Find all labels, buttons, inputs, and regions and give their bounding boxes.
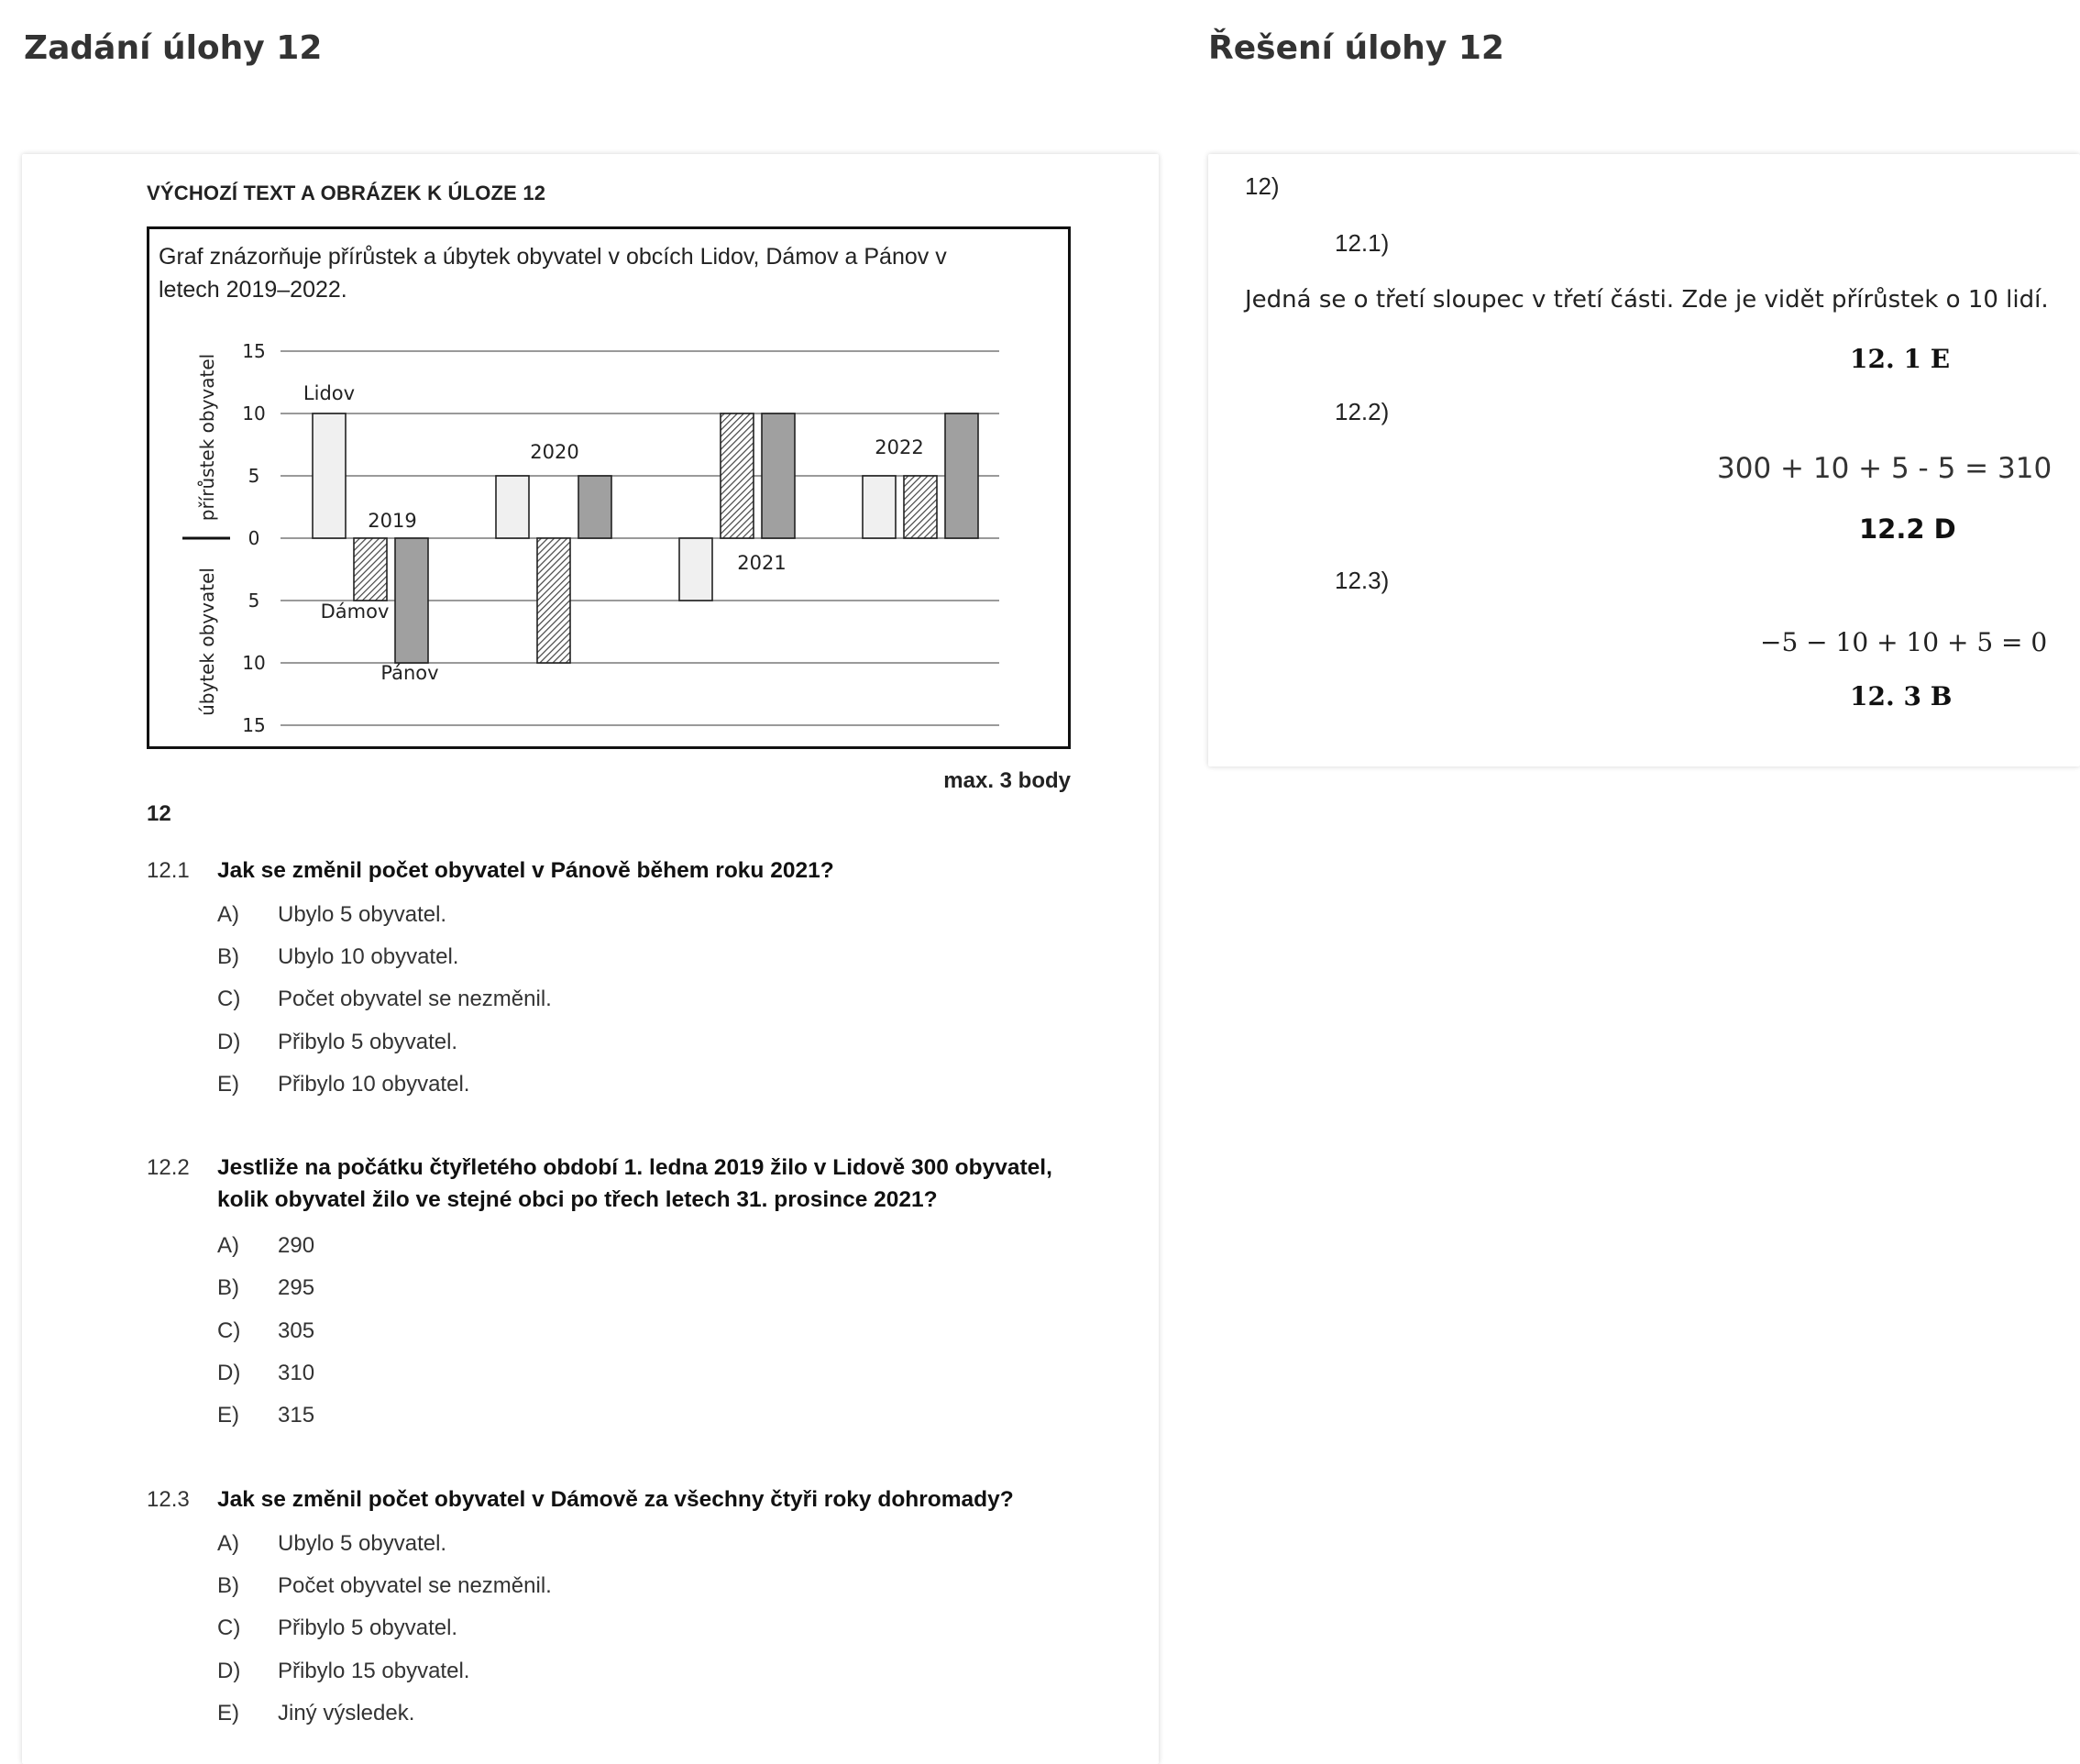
option-c[interactable]: Přibylo 5 obyvatel. — [278, 1615, 458, 1640]
option-d[interactable]: 310 — [278, 1361, 315, 1385]
option-c[interactable]: Počet obyvatel se nezměnil. — [278, 987, 552, 1011]
solution-sub3-label: 12.3) — [1335, 567, 1390, 594]
series-label-lidov: Lidov — [303, 382, 356, 404]
solution-sub2-answer: 12.2 D — [1859, 513, 1956, 545]
option-d[interactable]: Přibylo 15 obyvatel. — [278, 1659, 470, 1683]
chart-frame — [147, 226, 1071, 749]
bar-pánov-2020 — [578, 476, 611, 538]
option-d[interactable]: Přibylo 5 obyvatel. — [278, 1030, 458, 1054]
solution-sub2-label: 12.2) — [1335, 398, 1390, 425]
bar-lidov-2021 — [679, 538, 712, 601]
option-letter: B) — [217, 1275, 239, 1300]
option-e[interactable]: 315 — [278, 1403, 315, 1428]
option-a[interactable]: Ubylo 5 obyvatel. — [278, 902, 447, 927]
y-tick-label: 0 — [248, 527, 260, 549]
option-e[interactable]: Jiný výsledek. — [278, 1701, 415, 1725]
bar-lidov-2022 — [863, 476, 896, 538]
solution-sub3-answer: 12. 3 B — [1850, 681, 1953, 711]
bar-dámov-2022 — [904, 476, 937, 538]
category-label-2020: 2020 — [530, 441, 579, 463]
solution-sub1-answer: 12. 1 E — [1850, 344, 1951, 374]
max-points: max. 3 body — [943, 768, 1071, 793]
option-b[interactable]: 295 — [278, 1275, 315, 1300]
category-label-2019: 2019 — [368, 510, 417, 532]
bar-lidov-2019 — [313, 413, 346, 538]
bar-pánov-2019 — [395, 538, 428, 663]
option-letter: C) — [217, 1318, 241, 1343]
y-tick-label: 5 — [248, 590, 260, 612]
question-text: Jak se změnil počet obyvatel v Dámově za všechny čtyři roky dohromady? — [217, 1487, 1014, 1512]
task-number: 12 — [147, 801, 171, 826]
option-letter: B) — [217, 944, 239, 969]
bar-dámov-2021 — [721, 413, 754, 538]
solution-sub1-text: Jedná se o třetí sloupec v třetí části. Zde je vidět přírůstek o 10 lidí. — [1245, 286, 2049, 314]
solution-sub3-equation: −5 − 10 + 10 + 5 = 0 — [1760, 627, 2048, 657]
option-letter: B) — [217, 1573, 239, 1598]
option-letter: D) — [217, 1659, 241, 1683]
option-e[interactable]: Přibylo 10 obyvatel. — [278, 1072, 470, 1097]
solution-sub1-label: 12.1) — [1335, 229, 1390, 257]
series-label-pánov: Pánov — [380, 662, 439, 684]
question-text-line2: kolik obyvatel žilo ve stejné obci po třech letech 31. prosince 2021? — [217, 1187, 938, 1212]
bar-lidov-2020 — [496, 476, 529, 538]
option-letter: E) — [217, 1701, 239, 1725]
category-label-2021: 2021 — [737, 552, 787, 574]
question-text: Jak se změnil počet obyvatel v Pánově během roku 2021? — [217, 858, 834, 883]
option-a[interactable]: Ubylo 5 obyvatel. — [278, 1531, 447, 1556]
task-card — [22, 154, 1159, 1764]
bar-dámov-2019 — [354, 538, 387, 601]
y-tick-label: 15 — [242, 340, 266, 362]
question-text-line1: Jestliže na počátku čtyřletého období 1. ledna 2019 žilo v Lidově 300 obyvatel, — [217, 1155, 1052, 1180]
option-letter: E) — [217, 1072, 239, 1097]
option-b[interactable]: Ubylo 10 obyvatel. — [278, 944, 459, 969]
population-chart — [149, 229, 1068, 746]
option-letter: D) — [217, 1361, 241, 1385]
y-axis-label-lower: úbytek obyvatel — [196, 568, 218, 716]
option-letter: C) — [217, 987, 241, 1011]
y-tick-label: 10 — [242, 652, 266, 674]
source-header: VÝCHOZÍ TEXT A OBRÁZEK K ÚLOZE 12 — [147, 182, 546, 204]
y-tick-label: 5 — [248, 465, 260, 487]
option-letter: A) — [217, 902, 239, 927]
bar-pánov-2022 — [945, 413, 978, 538]
chart-intro: Graf znázorňuje přírůstek a úbytek obyvatel v obcích Lidov, Dámov a Pánov v letech 2019–2022. — [159, 244, 947, 303]
option-b[interactable]: Počet obyvatel se nezměnil. — [278, 1573, 552, 1598]
option-letter: A) — [217, 1233, 239, 1258]
bar-dámov-2020 — [537, 538, 570, 663]
y-axis-label-upper: přírůstek obyvatel — [196, 353, 218, 522]
bar-pánov-2021 — [762, 413, 795, 538]
solution-title: Řešení úlohy 12 — [1208, 29, 1504, 67]
solution-sub2-equation: 300 + 10 + 5 - 5 = 310 — [1717, 452, 2052, 485]
option-c[interactable]: 305 — [278, 1318, 315, 1343]
y-tick-label: 15 — [242, 714, 266, 736]
option-letter: E) — [217, 1403, 239, 1428]
task-title: Zadání úlohy 12 — [24, 29, 323, 67]
solution-task-label: 12) — [1245, 172, 1280, 200]
series-label-dámov: Dámov — [320, 601, 390, 623]
option-letter: C) — [217, 1615, 241, 1640]
option-a[interactable]: 290 — [278, 1233, 315, 1258]
question-number: 12.2 — [147, 1155, 190, 1180]
solution-card — [1208, 154, 2080, 766]
question-number: 12.1 — [147, 858, 190, 883]
option-letter: D) — [217, 1030, 241, 1054]
category-label-2022: 2022 — [875, 436, 924, 458]
y-tick-label: 10 — [242, 402, 266, 424]
question-number: 12.3 — [147, 1487, 190, 1512]
option-letter: A) — [217, 1531, 239, 1556]
